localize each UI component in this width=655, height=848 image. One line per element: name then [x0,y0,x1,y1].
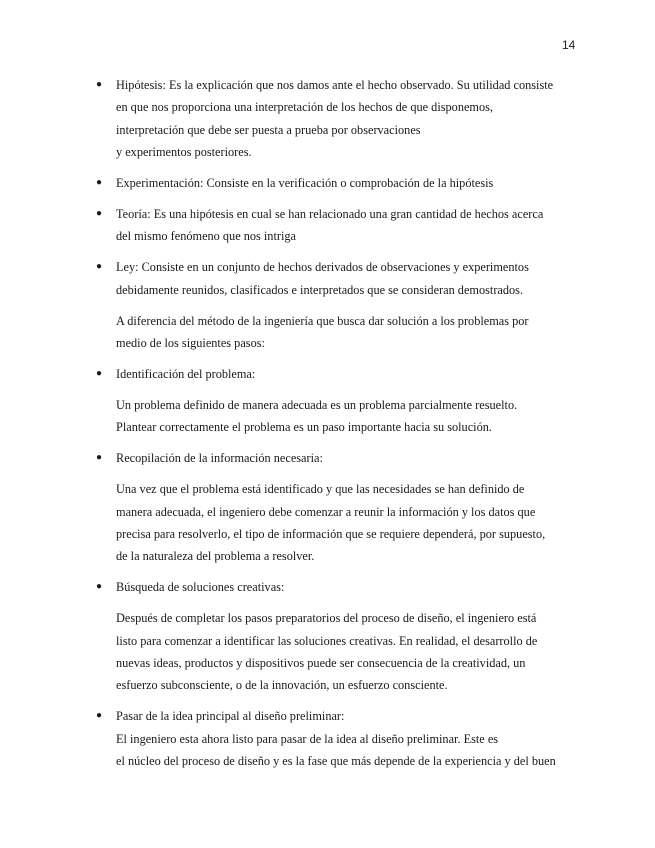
paragraph-recopilacion [0,478,655,568]
bullet-icon: ● [96,177,103,189]
document-body [0,74,655,772]
list-item-experimentacion [0,172,655,194]
text-line: Ley: Consiste en un conjunto de hechos derivados de observaciones y experimentos [116,260,529,275]
text-line: Identificación del problema: [116,366,256,381]
text-line: el núcleo del proceso de diseño y es la fase que más depende de la experiencia y del buen [116,754,556,769]
bullet-icon: ● [96,452,103,464]
list-item-teoria [0,203,655,248]
list-item-identificacion [0,363,655,385]
bullet-icon: ● [96,261,103,273]
text-line: Un problema definido de manera adecuada es un problema parcialmente resuelto. [116,397,518,412]
text-line: Teoría: Es una hipótesis en cual se han relacionado una gran cantidad de hechos acerca [116,207,544,222]
text-line: medio de los siguientes pasos: [116,336,265,351]
list-item-busqueda [0,576,655,598]
text-line: Una vez que el problema está identificado y que las necesidades se han definido de [116,482,525,497]
text-line: esfuerzo subconsciente, o de la innovación, un esfuerzo consciente. [116,678,448,693]
text-line: interpretación que debe ser puesta a prueba por observaciones [116,122,421,137]
text-line: Pasar de la idea principal al diseño preliminar: [116,709,345,724]
text-line: Búsqueda de soluciones creativas: [116,580,285,595]
list-item-recopilacion [0,447,655,469]
text-line: listo para comenzar a identificar las soluciones creativas. En realidad, el desarrollo de [116,633,538,648]
text-line: de la naturaleza del problema a resolver. [116,549,315,564]
text-line: A diferencia del método de la ingeniería que busca dar solución a los problemas por [116,313,529,328]
text-line: El ingeniero esta ahora listo para pasar de la idea al diseño preliminar. Este es [116,731,499,746]
text-line: Hipótesis: Es la explicación que nos damos ante el hecho observado. Su utilidad consiste [116,78,554,92]
list-item-hipotesis [0,74,655,164]
text-line: Plantear correctamente el problema es un paso importante hacia su solución. [116,420,492,435]
text-line: del mismo fenómeno que nos intriga [116,229,296,244]
bullet-icon: ● [96,710,103,722]
text-line: manera adecuada, el ingeniero debe comenzar a reunir la información y los datos que [116,504,536,519]
text-line: y experimentos posteriores. [116,145,252,160]
bullet-icon: ● [96,581,103,593]
text-line: precisa para resolverlo, el tipo de información que se requiere dependerá, por supuesto, [116,526,546,541]
paragraph-identificacion [0,394,655,439]
paragraph-metodo-ingenieria [0,310,655,355]
text-line: Después de completar los pasos preparatorios del proceso de diseño, el ingeniero está [116,611,537,626]
bullet-icon: ● [96,79,103,90]
paragraph-busqueda [0,607,655,697]
text-line: nuevas ideas, productos y dispositivos puede ser consecuencia de la creatividad, un [116,655,526,670]
list-item-ley [0,256,655,301]
bullet-icon: ● [96,208,103,220]
page-number: 14 [562,38,576,52]
text-line: Experimentación: Consiste en la verificación o comprobación de la hipótesis [116,176,494,191]
text-line: Recopilación de la información necesaria: [116,451,323,466]
text-line: debidamente reunidos, clasificados e interpretados que se consideran demostrados. [116,282,524,297]
list-item-diseno-preliminar [0,705,655,772]
text-line: en que nos proporciona una interpretación de los hechos de que disponemos, [116,100,494,115]
bullet-icon: ● [96,367,103,379]
